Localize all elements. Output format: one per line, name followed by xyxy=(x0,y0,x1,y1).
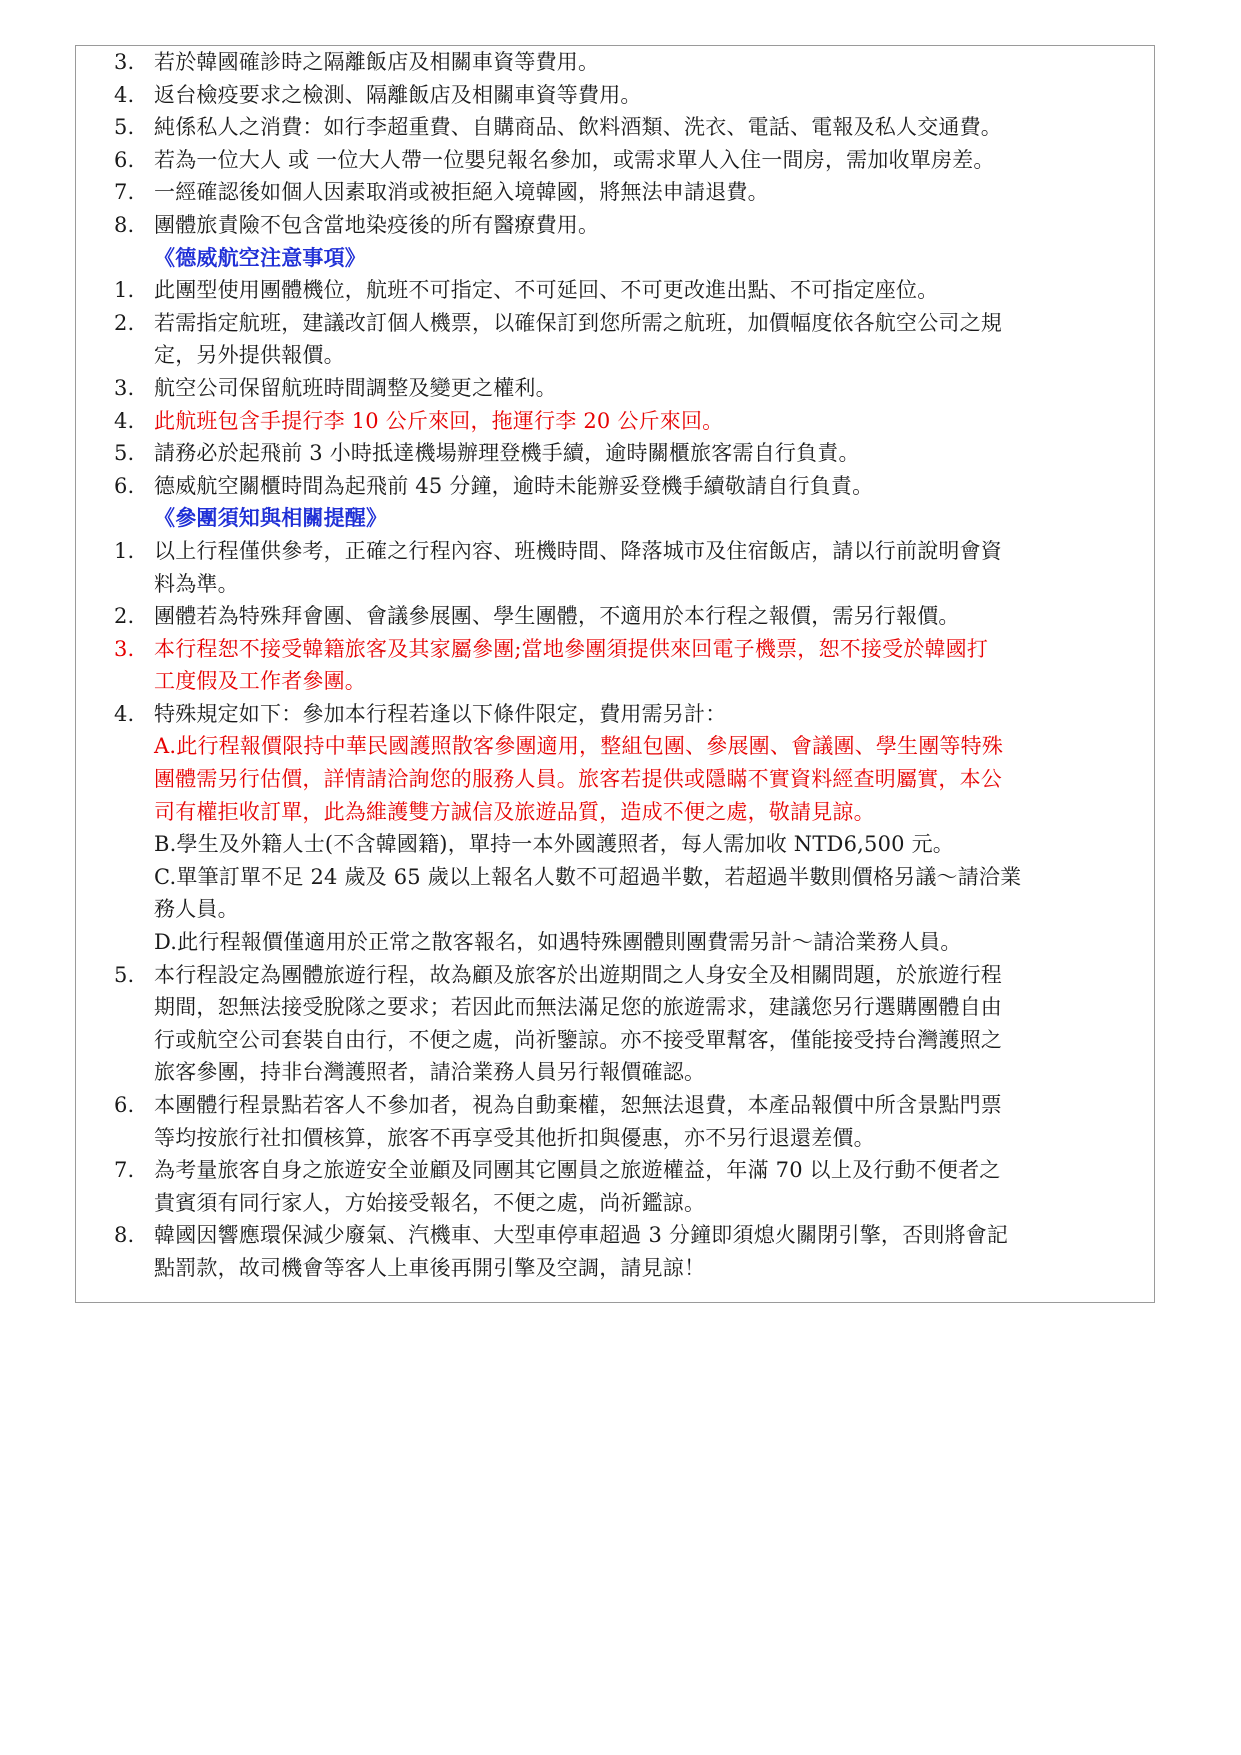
item-text: 點罰款，故司機會等客人上車後再開引擎及空調，請見諒！ xyxy=(154,1255,706,1280)
item-text: 若需指定航班，建議改訂個人機票，以確保訂到您所需之航班，加價幅度依各航空公司之規 xyxy=(154,310,1002,335)
item-text: 為考量旅客自身之旅遊安全並顧及同團其它團員之旅遊權益，年滿 70 以上及行動不便者之 xyxy=(154,1158,1001,1183)
item-text: 定，另外提供報價。 xyxy=(154,343,345,368)
item-text: 團體若為特殊拜會團、會議參展團、學生團體，不適用於本行程之報價，需另行報價。 xyxy=(154,604,960,629)
expense-item-7 xyxy=(114,176,1144,209)
special-rule-a-cont: 團體需另行估價，詳情請洽詢您的服務人員。旅客若提供或隱瞞不實資料經查明屬實，本公 xyxy=(154,767,1002,792)
item-number: 7. xyxy=(114,1158,135,1183)
special-rule-d: D.此行程報價僅適用於正常之散客報名，如遇特殊團體則團費需另計～請洽業務人員。 xyxy=(154,930,962,955)
airline-item-4 xyxy=(114,405,1144,438)
special-rule-c: C.單筆訂單不足 24 歲及 65 歲以上報名人數不可超過半數，若超過半數則價格另議～請洽業 xyxy=(154,864,1022,889)
item-number: 8. xyxy=(114,1223,135,1248)
notice-item-7 xyxy=(114,1154,1144,1187)
item-text: 請務必於起飛前 3 小時抵達機場辦理登機手續，逾時關櫃旅客需自行負責。 xyxy=(154,441,860,466)
item-text: 料為準。 xyxy=(154,571,239,596)
notice-frame xyxy=(75,45,1155,1303)
notice-item-3-cont xyxy=(114,665,1144,698)
notice-item-5-cont xyxy=(114,991,1144,1024)
item-number: 5. xyxy=(114,441,135,466)
notice-item-7-cont xyxy=(114,1187,1144,1220)
notice-item-2 xyxy=(114,600,1144,633)
tour-notes-heading: 《參團須知與相關提醒》 xyxy=(154,505,388,531)
item-number: 4. xyxy=(114,701,135,726)
item-text-highlight: 此航班包含手提行李 10 公斤來回，拖運行李 20 公斤來回。 xyxy=(154,408,724,433)
item-text: 特殊規定如下：參加本行程若逢以下條件限定，費用需另計： xyxy=(154,701,727,726)
notice-item-1-cont xyxy=(114,568,1144,601)
item-text-highlight: 本行程恕不接受韓籍旅客及其家屬參團;當地參團須提供來回電子機票，恕不接受於韓國打 xyxy=(154,636,989,661)
expense-item-5 xyxy=(114,111,1144,144)
expense-item-8 xyxy=(114,209,1144,242)
item-number: 6. xyxy=(114,473,135,498)
expense-item-6 xyxy=(114,144,1144,177)
item-text: 旅客參團，持非台灣護照者，請洽業務人員另行報價確認。 xyxy=(154,1060,706,1085)
item-number: 4. xyxy=(114,408,135,433)
item-text: 韓國因響應環保減少廢氣、汽機車、大型車停車超過 3 分鐘即須熄火關閉引擎，否則將會記 xyxy=(154,1223,1009,1248)
airline-item-3 xyxy=(114,372,1144,405)
item-number: 5. xyxy=(114,115,135,140)
notice-item-6-cont xyxy=(114,1122,1144,1155)
notice-item-5 xyxy=(114,959,1144,992)
special-rule-a: A.此行程報價限持中華民國護照散客參團適用，整組包團、參展團、會議團、學生團等特殊 xyxy=(154,734,1004,759)
notice-item-8 xyxy=(114,1219,1144,1252)
item-text: 以上行程僅供參考，正確之行程內容、班機時間、降落城市及住宿飯店，請以行前說明會資 xyxy=(154,538,1002,563)
item-number: 1. xyxy=(114,538,135,563)
item-text: 等均按旅行社扣價核算，旅客不再享受其他折扣與優惠，亦不另行退還差價。 xyxy=(154,1125,875,1150)
airline-item-1 xyxy=(114,274,1144,307)
notice-item-1 xyxy=(114,535,1144,568)
item-text: 本團體行程景點若客人不參加者，視為自動棄權，恕無法退費，本產品報價中所含景點門票 xyxy=(154,1093,1002,1117)
expense-item-4 xyxy=(114,79,1144,112)
item-number: 7. xyxy=(114,180,135,205)
item-text: 德威航空關櫃時間為起飛前 45 分鐘，逾時未能辦妥登機手續敬請自行負責。 xyxy=(154,473,874,498)
item-number: 6. xyxy=(114,147,135,172)
item-number: 2. xyxy=(114,604,135,629)
item-text: 本行程設定為團體旅遊行程，故為顧及旅客於出遊期間之人身安全及相關問題，於旅遊行程 xyxy=(154,962,1002,987)
item-text: 此團型使用團體機位，航班不可指定、不可延回、不可更改進出點、不可指定座位。 xyxy=(154,278,939,303)
special-rule-b: B.學生及外籍人士(不含韓國籍)，單持一本外國護照者，每人需加收 NTD6,500 元。 xyxy=(154,832,954,857)
item-text: 一經確認後如個人因素取消或被拒絕入境韓國，將無法申請退費。 xyxy=(154,180,769,205)
item-text: 若於韓國確診時之隔離飯店及相關車資等費用。 xyxy=(154,50,600,74)
airline-item-2 xyxy=(114,307,1144,340)
item-number: 8. xyxy=(114,212,135,237)
airline-notes-heading: 《德威航空注意事項》 xyxy=(154,244,366,270)
special-rule-a-cont: 司有權拒收訂單，此為維護雙方誠信及旅遊品質，造成不便之處，敬請見諒。 xyxy=(154,799,875,824)
item-number: 3. xyxy=(114,375,135,400)
expense-item-3 xyxy=(114,46,1144,79)
airline-item-5 xyxy=(114,437,1144,470)
notice-content xyxy=(114,46,1144,1285)
item-text: 行或航空公司套裝自由行，不便之處，尚祈鑒諒。亦不接受單幫客，僅能接受持台灣護照之 xyxy=(154,1027,1002,1052)
item-number: 4. xyxy=(114,82,135,107)
item-text-highlight: 工度假及工作者參團。 xyxy=(154,669,366,694)
item-text: 期間，恕無法接受脫隊之要求；若因此而無法滿足您的旅遊需求，建議您另行選購團體自由 xyxy=(154,995,1002,1020)
airline-item-6 xyxy=(114,470,1144,503)
notice-item-6 xyxy=(114,1089,1144,1122)
item-number: 1. xyxy=(114,278,135,303)
item-number: 5. xyxy=(114,962,135,987)
notice-item-5-cont xyxy=(114,1024,1144,1057)
notice-item-5-cont xyxy=(114,1056,1144,1089)
item-number: 3. xyxy=(114,636,135,661)
notice-item-4 xyxy=(114,698,1144,731)
item-text: 航空公司保留航班時間調整及變更之權利。 xyxy=(154,375,557,400)
item-text: 返台檢疫要求之檢測、隔離飯店及相關車資等費用。 xyxy=(154,82,642,107)
item-text: 貴賓須有同行家人，方始接受報名，不便之處，尚祈鑑諒。 xyxy=(154,1190,706,1215)
item-text: 團體旅責險不包含當地染疫後的所有醫療費用。 xyxy=(154,212,600,237)
notice-item-3 xyxy=(114,633,1144,666)
airline-item-2-cont xyxy=(114,339,1144,372)
item-text: 若為一位大人 或 一位大人帶一位嬰兒報名參加，或需求單人入住一間房，需加收單房差。 xyxy=(154,147,995,172)
special-rule-c-cont: 務人員。 xyxy=(154,897,239,922)
notice-item-8-cont xyxy=(114,1252,1144,1285)
item-number: 6. xyxy=(114,1093,135,1117)
item-number: 2. xyxy=(114,310,135,335)
item-text: 純係私人之消費：如行李超重費、自購商品、飲料酒類、洗衣、電話、電報及私人交通費。 xyxy=(154,115,1002,140)
item-number: 3. xyxy=(114,50,135,74)
